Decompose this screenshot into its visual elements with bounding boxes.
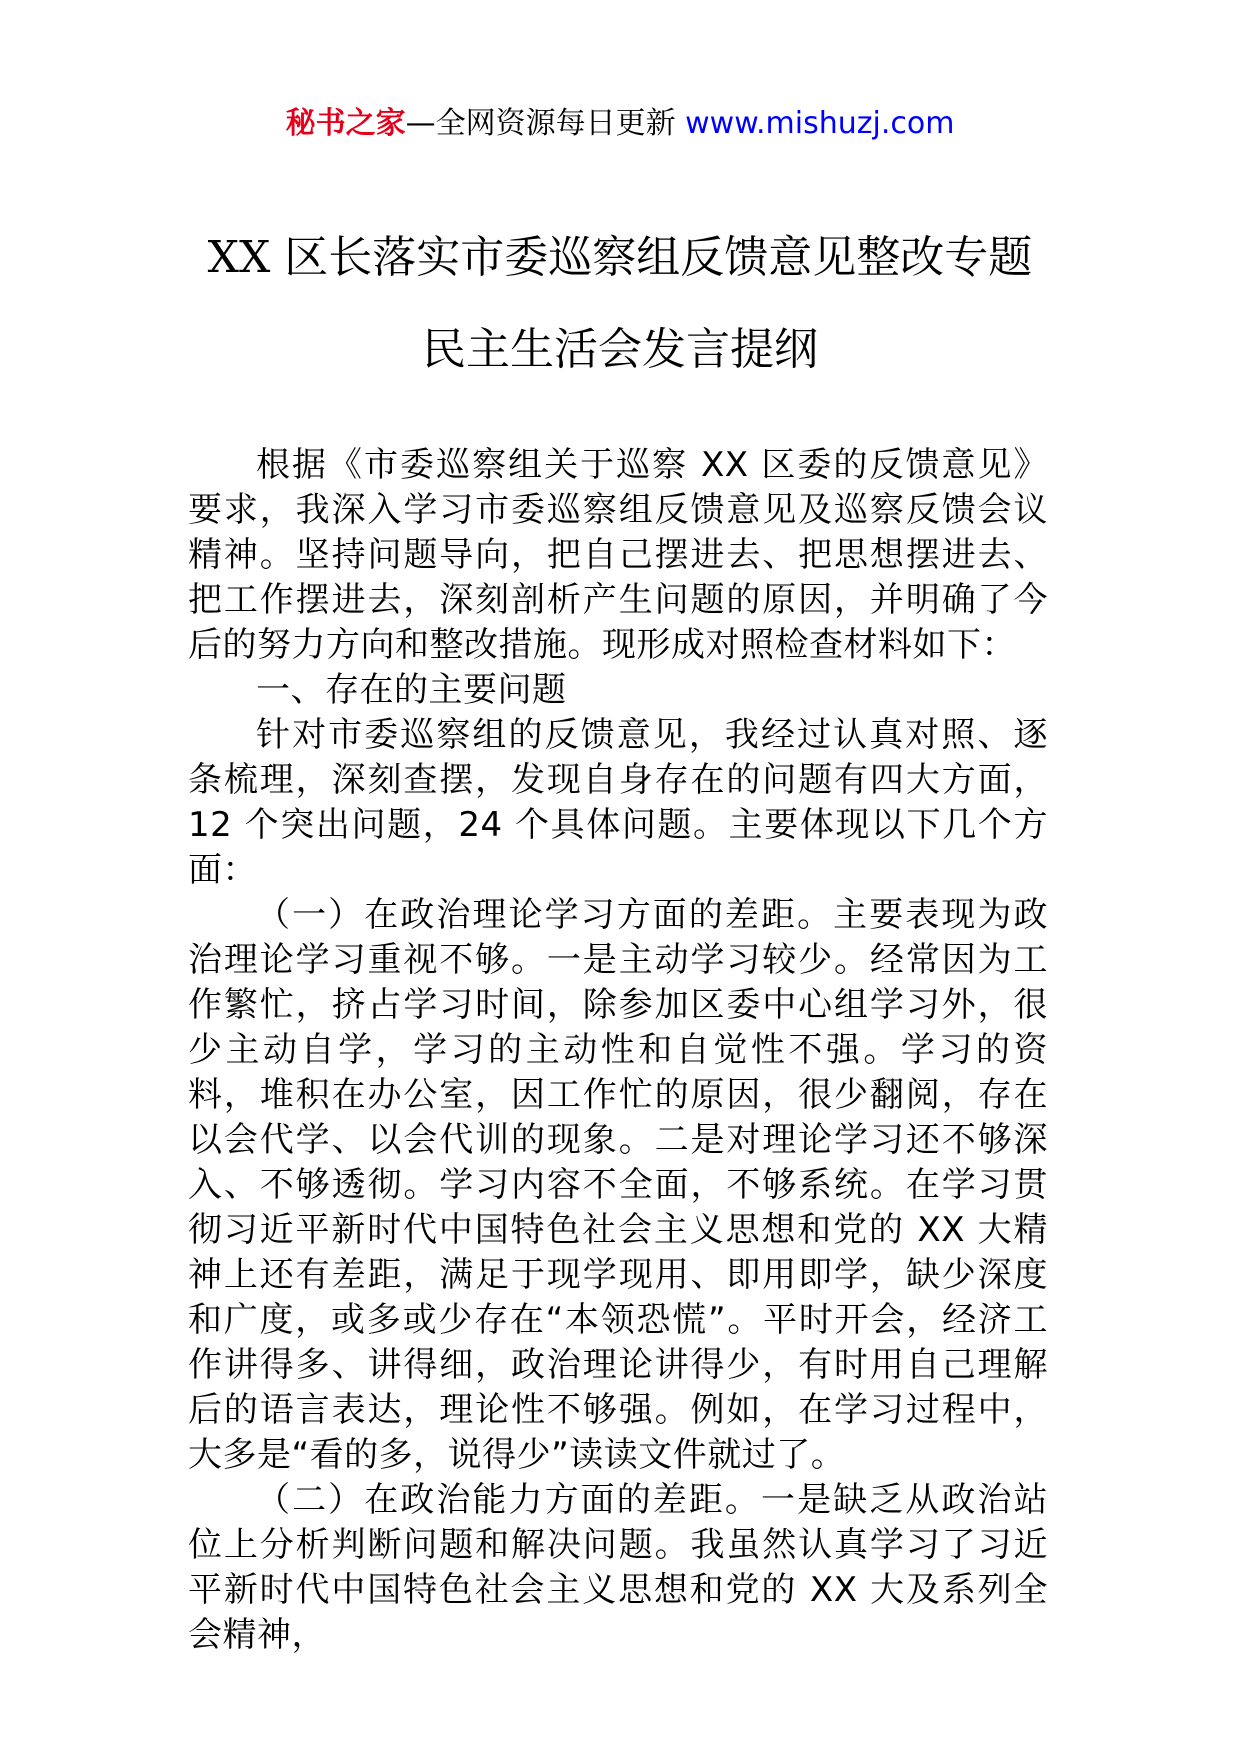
document-title-line-1: XX 区长落实市委巡察组反馈意见整改专题 xyxy=(207,232,1033,283)
paragraph-overview: 针对市委巡察组的反馈意见，我经过认真对照、逐条梳理，深刻查摆，发现自身存在的问题有四大方面，12 个突出问题，24 个具体问题。主要体现以下几个方面： xyxy=(188,715,1048,890)
header-brand: 秘书之家 xyxy=(285,106,406,141)
paragraph-item-2: （二）在政治能力方面的差距。一是缺乏从政治站位上分析判断问题和解决问题。我虽然认真学习了习近平新时代中国特色社会主义思想和党的 XX 大及系列全会精神， xyxy=(188,1480,1048,1655)
paragraph-item-1: （一）在政治理论学习方面的差距。主要表现为政治理论学习重视不够。一是主动学习较少。经常因为工作繁忙，挤占学习时间，除参加区委中心组学习外，很少主动自学，学习的主动性和自觉性不强。学习的资料，堆积在办公室，因工作忙的原因，很少翻阅，存在以会代学、以会代训的现象。二是对理论学习还不够深入、不够透彻。学习内容不全面，不够系统。在学习贯彻习近平新时代中国特色社会主义思想和党的 XX 大精神上还有差距，满足于现学现用、即用即学，缺少深度和广度，或多或少存在“本领恐慌”。平时开会，经济工作讲得多、讲得细，政治理论讲得少，有时用自己理解后的语言表达，理论性不够强。例如，在学习过程中，大多是“看的多，说得少”读读文件就过了。 xyxy=(188,895,1048,1475)
paragraph-intro: 根据《市委巡察组关于巡察 XX 区委的反馈意见》要求，我深入学习市委巡察组反馈意见及巡察反馈会议精神。坚持问题导向，把自己摆进去、把思想摆进去、把工作摆进去，深刻剖析产生问题的原因，并明确了今后的努力方向和整改措施。现形成对照检查材料如下： xyxy=(188,445,1048,665)
section-heading-1: 一、存在的主要问题 xyxy=(256,670,567,710)
header-slogan: —全网资源每日更新 xyxy=(405,106,686,141)
header-url-link[interactable]: www.mishuzj.com xyxy=(685,106,955,141)
page-header xyxy=(0,100,1240,148)
document-body xyxy=(188,443,1048,1658)
document-title-line-2: 民主生活会发言提纲 xyxy=(422,324,818,375)
